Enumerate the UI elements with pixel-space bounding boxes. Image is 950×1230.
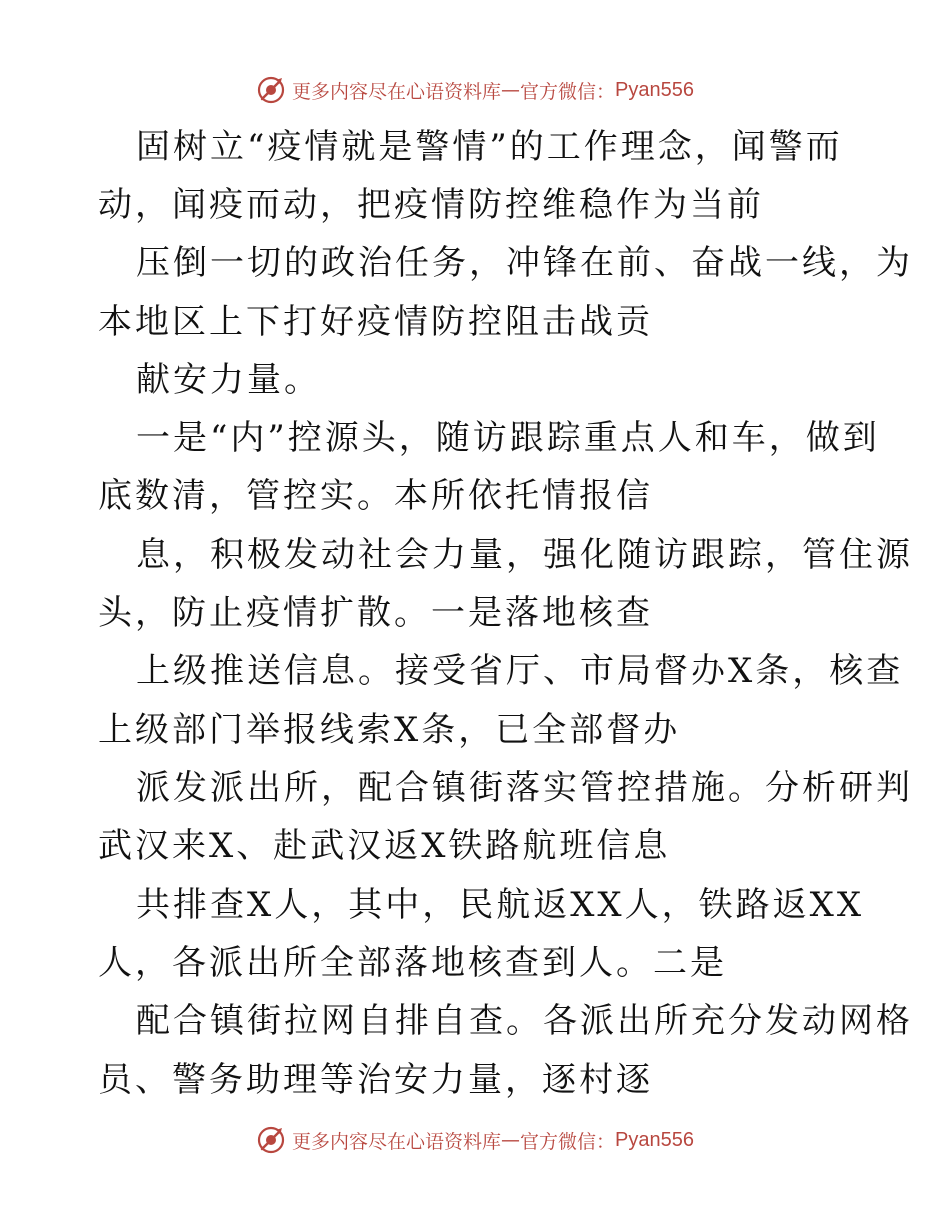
wechat-id: Pyan556 [615, 78, 694, 101]
body-line: 共排查X人，其中，民航返XX人，铁路返XX [136, 885, 865, 925]
body-line: 压倒一切的政治任务，冲锋在前、奋战一线，为 [136, 243, 913, 283]
wechat-label: 官方微信： [520, 1130, 616, 1153]
banner-dash: — [501, 79, 521, 101]
body-line: 息，积极发动社会力量，强化随访跟踪，管住源 [136, 535, 913, 575]
body-line: 配合镇街拉网自排自查。各派出所充分发动网格 [136, 1001, 913, 1041]
promo-text: 更多内容尽在心语资料库 [292, 1130, 502, 1153]
body-line: 上级推送信息。接受省厅、市局督办X条，核查 [136, 651, 904, 691]
body-line: 武汉来X、赴武汉返X铁路航班信息 [98, 826, 671, 866]
body-line: 底数清，管控实。本所依托情报信 [98, 476, 653, 516]
body-line: 头，防止疫情扩散。一是落地核查 [98, 593, 653, 633]
body-line: 固树立“疫情就是警情”的工作理念，闻警而 [136, 127, 843, 167]
body-line: 献安力量。 [136, 360, 321, 400]
wechat-label: 官方微信： [520, 80, 616, 103]
body-line: 本地区上下打好疫情防控阻击战贡 [98, 302, 653, 342]
body-line: 员、警务助理等治安力量，逐村逐 [98, 1060, 653, 1100]
wechat-id: Pyan556 [615, 1128, 694, 1151]
body-line: 动，闻疫而动，把疫情防控维稳作为当前 [98, 185, 764, 225]
promo-text: 更多内容尽在心语资料库 [292, 80, 502, 103]
body-line: 派发派出所，配合镇街落实管控措施。分析研判 [136, 768, 913, 808]
body-line: 人，各派出所全部落地核查到人。二是 [98, 943, 727, 983]
body-line: 上级部门举报线索X条，已全部督办 [98, 710, 681, 750]
banner-dash: — [501, 1129, 521, 1151]
seal-logo-icon [256, 1125, 286, 1155]
footer-banner [0, 1122, 950, 1158]
body-line: 一是“内”控源头，随访跟踪重点人和车，做到 [136, 418, 880, 458]
